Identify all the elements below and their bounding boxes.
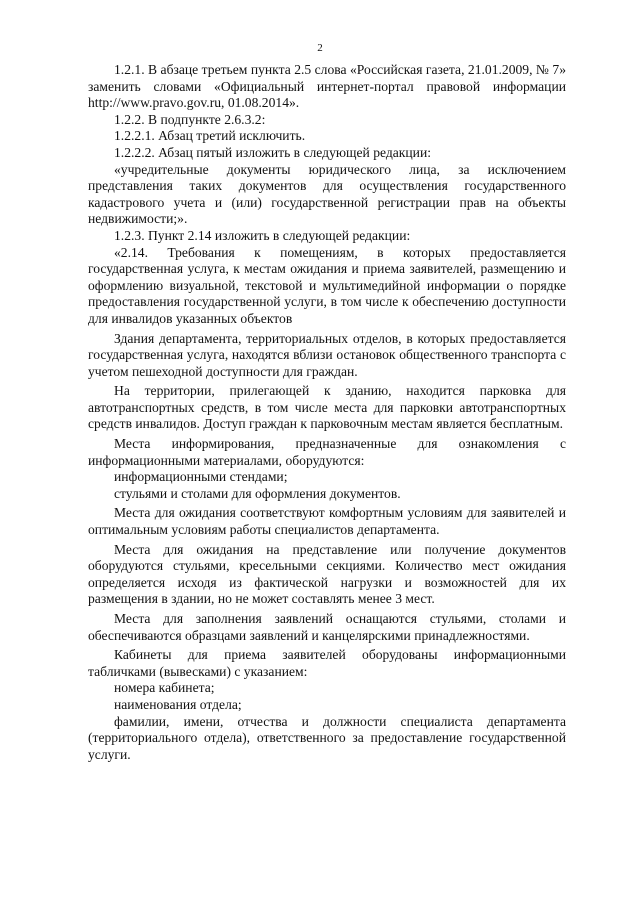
quoted-paragraph-2-14: «2.14. Требования к помещениям, в которых предоставляется государственная услуга, к местам ожидания и приема заявителей, размещению и оформлению визуальной, текстовой и мультимедийной информации о порядке предоставления государственной услуги, в том числе к обеспечению доступности для инвалидов указанных объектов: [88, 244, 566, 326]
page-number: 2: [317, 42, 323, 54]
paragraph-info-places: Места информирования, предназначенные для ознакомления с информационными материалами, оборудуются:: [88, 436, 566, 468]
paragraph-buildings: Здания департамента, территориальных отделов, в которых предоставляется государственная услуга, находятся вблизи остановок общественного транспорта с учетом пешеходной доступности для граждан.: [88, 330, 566, 379]
paragraph-waiting-equipment: Места для ожидания на представление или получение документов оборудуются стульями, кресельными секциями. Количество мест ожидания определяется исходя из фактической нагрузки и возможностей для их размещения в здании, но не может составлять менее 3 мест.: [88, 541, 566, 607]
list-item-chairs-tables: стульями и столами для оформления документов.: [114, 485, 401, 501]
paragraph-1-2-2: 1.2.2. В подпункте 2.6.3.2:: [114, 111, 266, 127]
paragraph-waiting-comfort: Места для ожидания соответствуют комфортным условиям для заявителей и оптимальным условиям работы специалистов департамента.: [88, 505, 566, 538]
paragraph-1-2-3: 1.2.3. Пункт 2.14 изложить в следующей редакции:: [114, 227, 411, 243]
list-item-specialist: фамилии, имени, отчества и должности специалиста департамента (территориального отдела), ответственного за предоставление государственной услуги.: [88, 713, 566, 762]
list-item-stands: информационными стендами;: [114, 469, 288, 485]
paragraph-1-2-2-2: 1.2.2.2. Абзац пятый изложить в следующей редакции:: [114, 144, 432, 160]
document-body: [88, 62, 566, 763]
paragraph-1-2-2-1: 1.2.2.1. Абзац третий исключить.: [114, 128, 306, 144]
list-item-cabinet-number: номера кабинета;: [114, 680, 215, 696]
list-item-department-name: наименования отдела;: [114, 696, 242, 712]
paragraph-1-2-1: 1.2.1. В абзаце третьем пункта 2.5 слова «Российская газета, 21.01.2009, № 7» заменить словами «Официальный интернет-портал правовой информации http://www.pravo.gov.ru, 01.08.2014».: [88, 62, 566, 111]
paragraph-parking: На территории, прилегающей к зданию, находится парковка для автотранспортных средств, в том числе места для парковки автотранспортных средств инвалидов. Доступ граждан к парковочным местам является бесплатным.: [88, 383, 566, 432]
paragraph-filling-places: Места для заполнения заявлений оснащаются стульями, столами и обеспечиваются образцами заявлений и канцелярскими принадлежностями.: [88, 611, 566, 643]
quoted-paragraph-documents: «учредительные документы юридического лица, за исключением представления таких документов для осуществления государственного кадастрового учета и (или) государственной регистрации прав на объекты недвижимости;».: [88, 161, 566, 227]
paragraph-cabinets: Кабинеты для приема заявителей оборудованы информационными табличками (вывесками) с указанием:: [88, 647, 566, 679]
